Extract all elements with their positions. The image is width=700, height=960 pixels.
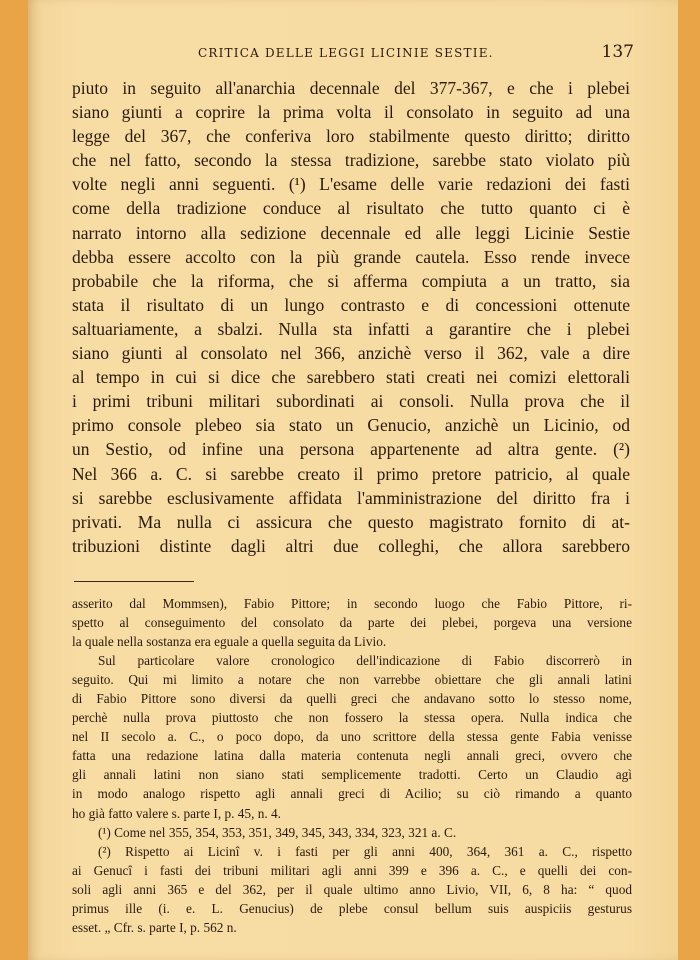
text-line: si sarebbe esclusivamente affidata l'amministrazione del diritto fra i <box>72 487 630 508</box>
text-line: siano giunti al consolato nel 366, anzichè verso il 362, vale a dire <box>72 343 630 364</box>
footnote-line: seguito. Qui mi limito a notare che non varrebbe obiettare che gli annali latini <box>72 672 632 688</box>
text-line: debba essere accolto con la più grande cautela. Esso rende invece <box>72 246 630 267</box>
text-line: piuto in seguito all'anarchia decennale del 377-367, e che i plebei <box>72 78 630 98</box>
text-line: al tempo in cui si dice che sarebbero stati creati nei comizi elettorali <box>72 367 630 388</box>
page-header <box>28 44 678 68</box>
running-title: CRITICA DELLE LEGGI LICINIE SESTIE. <box>198 46 494 60</box>
footnote-line: primus ille (i. e. L. Genucius) de plebe consul bellum suis auspiciis gesturus <box>72 900 632 916</box>
text-line: siano giunti a coprire la prima volta il consolato in seguito ad una <box>72 102 630 123</box>
text-line: Nel 366 a. C. si sarebbe creato il primo pretore patricio, al quale <box>72 463 630 484</box>
text-line: saltuariamente, a sbalzi. Nulla sta infatti a garantire che i plebei <box>72 318 630 339</box>
page-number: 137 <box>601 42 634 62</box>
footnote-line: gli annali latini non siano stati semplicemente tradotti. Certo un Claudio agì <box>72 767 632 783</box>
text-line: i primi tribuni militari subordinati ai consoli. Nulla prova che il <box>72 391 630 412</box>
footnote-line: esset. „ Cfr. s. parte I, p. 562 n. <box>72 919 237 935</box>
footnote-line: fatta una redazione latina dalla materia contenuta negli annali greci, ovvero che <box>72 748 632 764</box>
text-line: primo console plebeo sia stato un Genucio, anzichè un Licinio, od <box>72 415 630 436</box>
footnote-line: ho già fatto valere s. parte I, p. 45, n. 4. <box>72 805 281 821</box>
text-line: narrato intorno alla sedizione decennale ed alle leggi Licinie Sestie <box>72 222 630 243</box>
footnote-line: perchè nulla prova piuttosto che non fossero la stessa opera. Nulla indica che <box>72 710 632 726</box>
footnote-line: in modo analogo rispetto agli annali greci di Acilio; su ciò rimando a quanto <box>72 786 632 802</box>
footnote-line: spetto al conseguimento del consolato da parte dei plebei, porgeva una versione <box>72 615 632 631</box>
footnote-line: (¹) Come nel 355, 354, 353, 351, 349, 345, 343, 334, 323, 321 a. C. <box>98 824 457 840</box>
footnote-line: di Fabio Pittore sono diversi da quelli greci che andavano sotto lo stesso nome, <box>72 691 632 707</box>
book-page <box>28 0 678 960</box>
footnote-line: soli agli anni 365 e del 362, per il quale ultimo anno Livio, VII, 6, 8 ha: “ quod <box>72 881 632 897</box>
footnotes <box>72 594 632 937</box>
text-line: volte negli anni seguenti. (¹) L'esame delle varie redazioni dei fasti <box>72 174 630 195</box>
footnote-line: asserito dal Mommsen), Fabio Pittore; in secondo luogo che Fabio Pittore, ri- <box>72 596 632 611</box>
footnote-line: ai Genucî i fasti dei tribuni militari agli anni 399 e 396 a. C., e quelli dei con- <box>72 862 632 878</box>
text-line: che nel fatto, secondo la stessa tradizione, sarebbe stato violato più <box>72 150 630 171</box>
footnote-separator <box>74 581 194 582</box>
footnote-line: nel II secolo a. C., o poco dopo, da uno scrittore della stessa gente Fabia venisse <box>72 729 632 745</box>
footnote-line: (²) Rispetto ai Licinî v. i fasti per gli anni 400, 364, 361 a. C., rispetto <box>98 843 632 859</box>
footnote-line: la quale nella sostanza era eguale a quella seguita da Livio. <box>72 634 387 650</box>
main-text <box>72 76 630 558</box>
footnote-line: Sul particolare valore cronologico dell'indicazione di Fabio discorrerò in <box>98 653 632 669</box>
text-line: tribuzioni distinte dagli altri due colleghi, che allora sarebbero <box>72 535 630 556</box>
text-line: come della tradizione conduce al risultato che tutto quanto ci è <box>72 198 630 219</box>
text-line: un Sestio, od infine una persona appartenente ad altra gente. (²) <box>72 439 630 460</box>
text-line: probabile che la riforma, che si afferma compiuta a un tratto, sia <box>72 270 630 291</box>
text-line: privati. Ma nulla ci assicura che questo magistrato fornito di at- <box>72 511 630 532</box>
text-line: stata il risultato di un lungo contrasto e di concessioni ottenute <box>72 294 630 315</box>
text-line: legge del 367, che conferiva loro stabilmente questo diritto; diritto <box>72 126 630 147</box>
